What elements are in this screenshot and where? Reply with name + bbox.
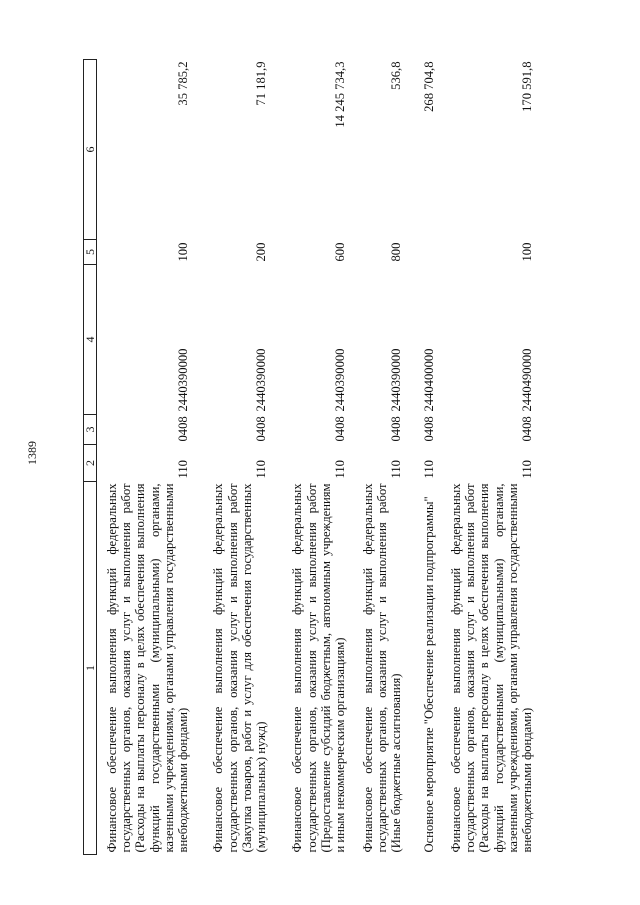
- row-col3: 0408: [333, 416, 348, 442]
- table-row: [193, 60, 271, 855]
- row-description: Финансовое обеспечение выполнения функций федеральных государственных органов, оказания услуг и выполнения работ (Иные бюджетные ассигнования): [360, 483, 404, 853]
- row-col4: 2440390000: [389, 348, 404, 412]
- table-row: [271, 60, 350, 855]
- row-col6: 536,8: [389, 61, 404, 90]
- row-col3: 0408: [176, 416, 191, 442]
- row-description: Финансовое обеспечение выполнения функций федеральных государственных органов, оказания услуг и выполнения работ (Расходы на выплаты персоналу в целях обеспечения выполнения функций государственными (муниципальными) органами, казенными учреждениями, органами управления государственными внебюджетными фондами): [448, 483, 535, 853]
- row-col6: 14 245 734,3: [333, 61, 348, 128]
- row-col2: 110: [520, 460, 535, 479]
- row-col3: 0408: [520, 416, 535, 442]
- budget-table: [83, 59, 537, 855]
- row-col4: 2440400000: [422, 348, 437, 412]
- header-col-1: 1: [84, 482, 97, 855]
- header-col-4: 4: [84, 265, 97, 415]
- row-col3: 0408: [254, 416, 269, 442]
- table-row: [439, 60, 537, 855]
- row-col2: 110: [333, 460, 348, 479]
- row-col5: 100: [176, 242, 191, 262]
- page-number: 1389: [25, 441, 39, 465]
- row-col3: 0408: [389, 416, 404, 442]
- row-col5: 200: [254, 242, 269, 262]
- header-col-3: 3: [84, 415, 97, 445]
- row-col5: 600: [333, 242, 348, 262]
- row-col4: 2440390000: [333, 348, 348, 412]
- row-col5: [406, 240, 439, 265]
- row-col5: 800: [389, 242, 404, 262]
- rotated-table-container: [83, 60, 628, 855]
- row-col6: 268 704,8: [422, 61, 437, 112]
- table-row: [97, 60, 193, 855]
- row-col2: 110: [389, 460, 404, 479]
- row-col4: 2440490000: [520, 348, 535, 412]
- row-col2: 110: [254, 460, 269, 479]
- row-description: Финансовое обеспечение выполнения функций федеральных государственных органов, оказания услуг и выполнения работ (Закупка товаров, работ и услуг для обеспечения государственных (муниципальных) нужд): [211, 483, 269, 853]
- row-col6: 35 785,2: [176, 61, 191, 106]
- header-col-6: 6: [84, 60, 97, 240]
- row-col2: 110: [176, 460, 191, 479]
- row-description: Основное мероприятие "Обеспечение реализации подпрограммы": [422, 496, 437, 853]
- header-col-2: 2: [84, 445, 97, 482]
- table-row: [406, 60, 439, 855]
- row-description: Финансовое обеспечение выполнения функций федеральных государственных органов, оказания услуг и выполнения работ (Предоставление субсидий бюджетным, автономным учреждениям и иным некоммерческим организациям): [290, 483, 348, 853]
- row-col2: 110: [422, 460, 437, 479]
- header-col-5: 5: [84, 240, 97, 265]
- table-header-row: [84, 60, 97, 855]
- table-row: [350, 60, 406, 855]
- row-col4: 2440390000: [254, 348, 269, 412]
- row-col6: 71 181,9: [254, 61, 269, 106]
- row-col5: 100: [520, 242, 535, 262]
- row-col3: 0408: [422, 416, 437, 442]
- row-description: Финансовое обеспечение выполнения функций федеральных государственных органов, оказания услуг и выполнения работ (Расходы на выплаты персоналу в целях обеспечения выполнения функций государственными (муниципальными) органами, казенными учреждениями, органами управления государственными внебюджетными фондами): [104, 483, 191, 853]
- row-col4: 2440390000: [176, 348, 191, 412]
- row-col6: 170 591,8: [520, 61, 535, 112]
